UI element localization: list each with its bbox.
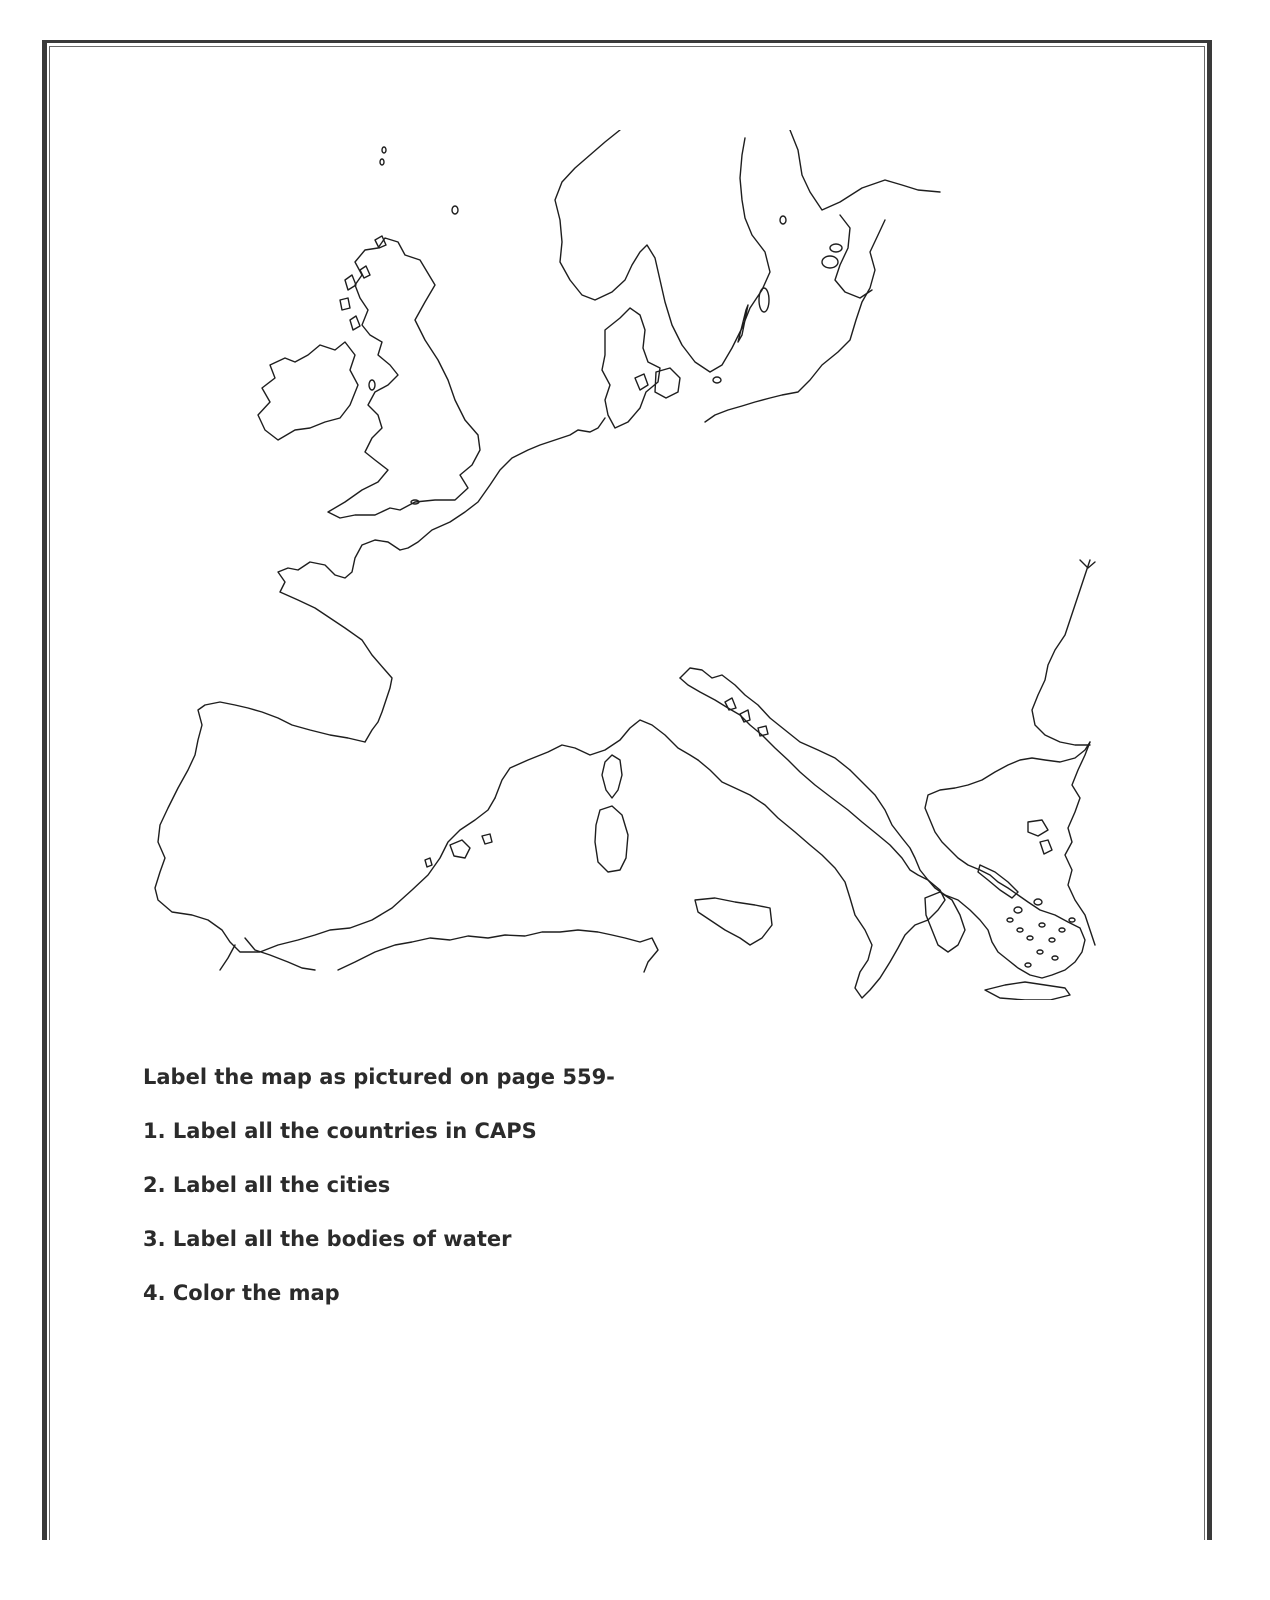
aegean-island-7: [1069, 918, 1075, 922]
dalmatian-islands: [725, 698, 768, 736]
worksheet-instructions: [143, 1062, 1043, 1332]
jutland-outline: [602, 308, 660, 428]
istria-coast: [680, 668, 850, 770]
task-item: 4. Color the map: [143, 1281, 340, 1305]
aegean-island-11: [1014, 907, 1022, 913]
sardinia-outline: [595, 806, 628, 872]
english-channel-french-coast: [278, 540, 400, 742]
scottish-isles: [340, 236, 386, 330]
shetland-islands: [382, 147, 386, 153]
crimea-coast-fragment: [1080, 560, 1095, 568]
aegean-island-2: [1017, 928, 1023, 932]
north-sea-coast: [400, 418, 605, 550]
chios-outline: [1040, 840, 1052, 854]
shetland-islands-2: [380, 159, 384, 165]
north-africa-coast-2: [245, 938, 315, 970]
italian-peninsula-outline: [680, 678, 945, 998]
french-mediterranean-coast: [495, 720, 698, 798]
saaremaa-island: [822, 256, 838, 268]
task-item: 1. Label all the countries in CAPS: [143, 1119, 537, 1143]
baltic-east-coast: [705, 220, 885, 422]
gulf-of-bothnia-east-coast: [790, 130, 940, 210]
hiiumaa-island: [830, 244, 842, 252]
finland-south-coast: [835, 215, 872, 298]
aegean-island-4: [1039, 923, 1045, 927]
bornholm-island: [713, 377, 721, 383]
lake-island-1: [780, 216, 786, 224]
aegean-island-10: [1025, 963, 1031, 967]
isle-of-man: [369, 380, 375, 390]
greece-outline: [925, 742, 1090, 978]
north-africa-coast: [220, 945, 235, 970]
anatolia-aegean-coast: [1065, 742, 1095, 945]
orkney-islands: [452, 206, 458, 214]
aegean-island-6: [1059, 928, 1065, 932]
aegean-island-5: [1049, 938, 1055, 942]
lesbos-outline: [1028, 820, 1048, 836]
oland-island: [738, 305, 748, 342]
great-britain-outline: [328, 238, 480, 518]
sicily-outline: [695, 898, 772, 945]
balearic-islands: [425, 834, 492, 867]
task-item: 3. Label all the bodies of water: [143, 1227, 512, 1251]
aegean-island-8: [1037, 950, 1043, 954]
black-sea-west-coast: [1032, 560, 1090, 745]
gotland-island: [759, 288, 769, 312]
task-item: 2. Label all the cities: [143, 1173, 391, 1197]
corsica-outline: [602, 755, 622, 798]
balkan-coast: [850, 770, 945, 895]
aegean-island-9: [1052, 956, 1058, 960]
north-africa-coast-3: [338, 930, 658, 972]
aegean-island-1: [1007, 918, 1013, 922]
aegean-island-3: [1027, 936, 1033, 940]
europe-outline-map: [150, 130, 1120, 1000]
instructions-heading: Label the map as pictured on page 559-: [143, 1065, 615, 1089]
funen-outline: [635, 374, 648, 390]
crete-outline: [985, 982, 1070, 1000]
scandinavia-outline: [555, 130, 770, 372]
iberian-peninsula-outline: [155, 702, 495, 952]
ireland-outline: [258, 342, 358, 440]
aegean-island-12: [1034, 899, 1042, 905]
